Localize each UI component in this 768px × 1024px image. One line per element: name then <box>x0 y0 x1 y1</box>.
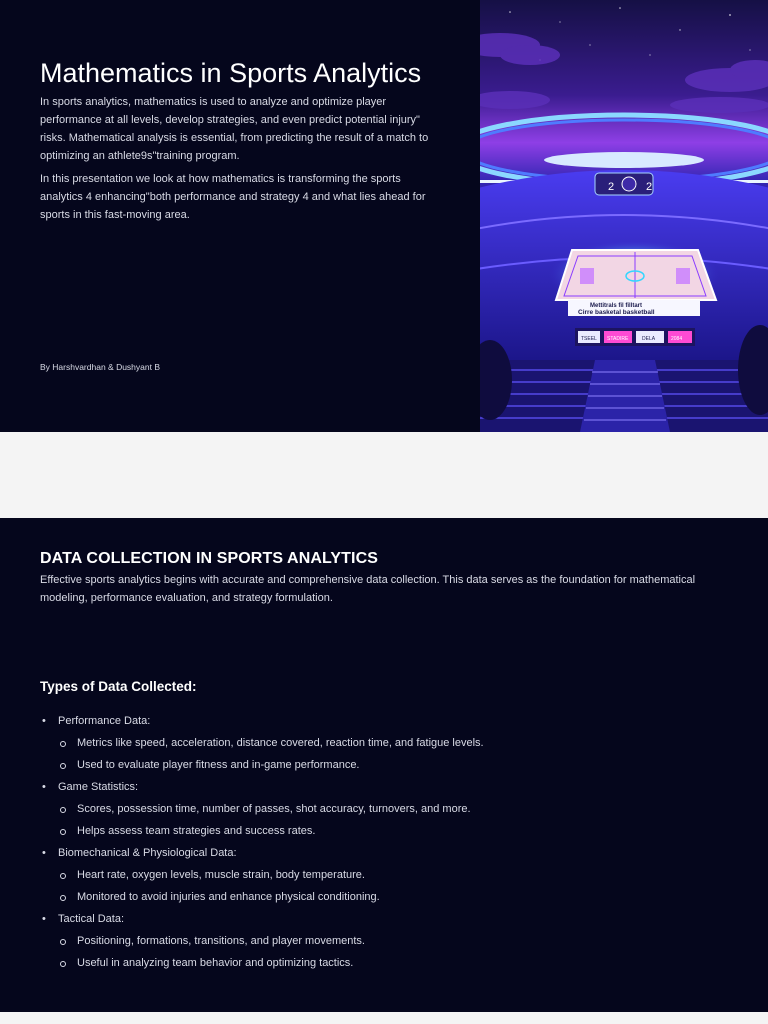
list-subitem: Monitored to avoid injuries and enhance physical conditioning. <box>40 890 720 904</box>
scoreboard-right: 2 <box>646 181 653 193</box>
list-item-biomechanical: • Biomechanical & Physiological Data: <box>40 846 720 860</box>
author-credit: By Harshvardhan & Dushyant B <box>40 362 161 372</box>
data-types-list <box>40 714 720 978</box>
list-subitem: Useful in analyzing team behavior and optimizing tactics. <box>40 956 720 970</box>
title-slide-text <box>40 56 440 224</box>
page-gap <box>0 432 768 518</box>
page-bottom <box>0 1012 768 1024</box>
section-title: DATA COLLECTION IN SPORTS ANALYTICS <box>40 550 379 567</box>
list-item-game-statistics: • Game Statistics: <box>40 780 720 794</box>
court-banner-line1: Mettitrals fil filltart <box>590 303 643 309</box>
list-subitem: Positioning, formations, transitions, and player movements. <box>40 934 720 948</box>
ad-board-left: TSEEL <box>581 336 597 342</box>
court-banner-line2: Cirre basketal basketball <box>578 309 655 316</box>
section-intro: Effective sports analytics begins with accurate and comprehensive data collection. This data serves as the foundation for mathematical modeling, performance evaluation, and strategy formulation. <box>40 574 696 604</box>
list-subitem: Used to evaluate player fitness and in-game performance. <box>40 758 720 772</box>
data-collection-slide <box>0 518 768 1012</box>
list-subitem: Scores, possession time, number of passes, shot accuracy, turnovers, and more. <box>40 802 720 816</box>
title-slide <box>0 0 768 432</box>
ad-board-mid: STADIRE <box>607 336 629 342</box>
ad-board-right: DELA <box>642 336 656 342</box>
scoreboard-left: 2 <box>608 181 615 193</box>
types-heading: Types of Data Collected: <box>40 679 197 694</box>
stadium-illustration <box>480 0 768 432</box>
list-item-tactical: • Tactical Data: <box>40 912 720 926</box>
list-subitem: Helps assess team strategies and success rates. <box>40 824 720 838</box>
ad-board-far: 2084 <box>671 336 683 342</box>
overview-paragraph: In this presentation we look at how mathematics is transforming the sports analytics 4 enhancing"both performance and strategy 4 and what lies ahead for sports in this fast-moving area. <box>40 173 426 221</box>
list-subitem: Metrics like speed, acceleration, distance covered, reaction time, and fatigue levels. <box>40 736 720 750</box>
list-item-performance: • Performance Data: <box>40 714 720 728</box>
list-subitem: Heart rate, oxygen levels, muscle strain, body temperature. <box>40 868 720 882</box>
intro-paragraph: In sports analytics, mathematics is used to analyze and optimize player performance at all levels, develop strategies, and even predict potential injury" risks. Mathematical analysis is essential, from predicting the result of a match to optimizing an athlete9s"training program. <box>40 96 429 162</box>
slide-title: Mathematics in Sports Analytics <box>40 58 422 88</box>
